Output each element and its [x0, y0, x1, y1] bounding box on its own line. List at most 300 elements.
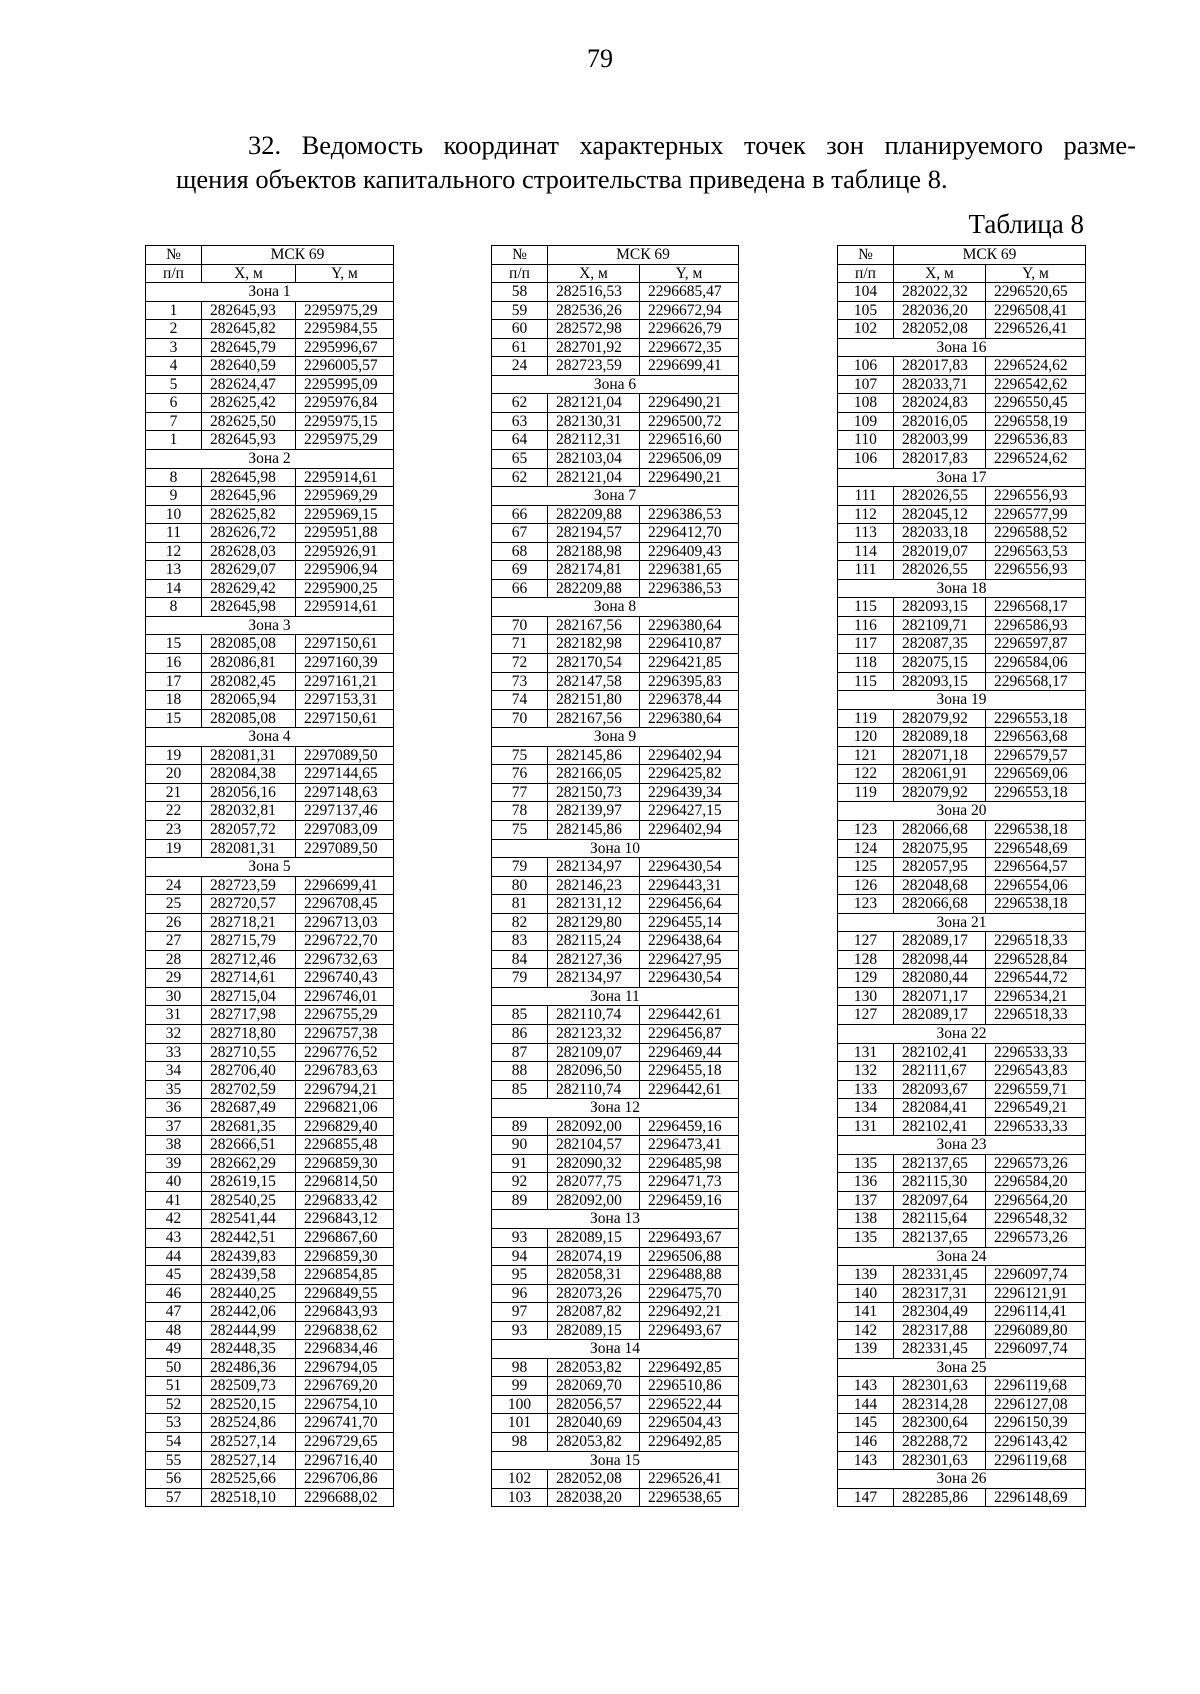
x-coordinate-cell: 282304,49 [894, 1303, 986, 1322]
point-number-cell: 73 [492, 672, 548, 691]
y-coordinate-cell: 2296688,02 [296, 1488, 394, 1507]
zone-header-row [838, 468, 1086, 487]
y-coordinate-cell: 2296150,39 [986, 1414, 1086, 1433]
x-coordinate-cell: 282024,83 [894, 394, 986, 413]
y-coordinate-cell: 2296522,44 [640, 1395, 739, 1414]
point-number-cell: 117 [838, 635, 894, 654]
point-number-cell: 115 [838, 598, 894, 617]
y-coordinate-cell: 2296754,10 [296, 1395, 394, 1414]
table-header-row [838, 246, 1086, 265]
x-coordinate-cell: 282629,42 [202, 579, 296, 598]
table-row [146, 579, 394, 598]
y-coordinate-cell: 2296114,41 [986, 1303, 1086, 1322]
x-coordinate-cell: 282525,66 [202, 1470, 296, 1489]
y-coordinate-cell: 2296492,21 [640, 1303, 739, 1322]
y-coordinate-cell: 2296755,29 [296, 1006, 394, 1025]
table-row [146, 913, 394, 932]
x-coordinate-cell: 282442,06 [202, 1303, 296, 1322]
table-row [146, 654, 394, 673]
y-coordinate-cell: 2296488,88 [640, 1266, 739, 1285]
x-coordinate-cell: 282090,32 [548, 1154, 640, 1173]
table-row [838, 1451, 1086, 1470]
table-row [492, 1136, 739, 1155]
table-row [146, 839, 394, 858]
point-number-cell: 51 [146, 1377, 202, 1396]
x-coordinate-cell: 282109,71 [894, 616, 986, 635]
y-coordinate-cell: 2296672,94 [640, 301, 739, 320]
table-row [146, 431, 394, 450]
y-coordinate-cell: 2296402,94 [640, 746, 739, 765]
x-coordinate-cell: 282288,72 [894, 1433, 986, 1452]
zone-label: Зона 20 [838, 802, 1086, 821]
x-coordinate-cell: 282066,68 [894, 895, 986, 914]
y-coordinate-cell: 2296867,60 [296, 1228, 394, 1247]
point-number-cell: 103 [492, 1488, 548, 1507]
point-number-cell: 54 [146, 1433, 202, 1452]
point-number-cell: 98 [492, 1358, 548, 1377]
y-coordinate-cell: 2296430,54 [640, 858, 739, 877]
x-coordinate-cell: 282717,98 [202, 1006, 296, 1025]
x-coordinate-cell: 282444,99 [202, 1321, 296, 1340]
y-coordinate-cell: 2296538,18 [986, 895, 1086, 914]
point-number-cell: 129 [838, 969, 894, 988]
zone-header-row [492, 598, 739, 617]
table-row [492, 913, 739, 932]
page-number: 79 [587, 44, 613, 73]
table-row [146, 561, 394, 580]
table-row [492, 783, 739, 802]
zone-header-row [838, 579, 1086, 598]
zone-label: Зона 2 [146, 450, 394, 469]
x-coordinate-cell: 282085,08 [202, 709, 296, 728]
y-coordinate-cell: 2296455,14 [640, 913, 739, 932]
zone-label: Зона 4 [146, 728, 394, 747]
table-row [838, 783, 1086, 802]
x-coordinate-cell: 282662,29 [202, 1154, 296, 1173]
point-number-cell: 91 [492, 1154, 548, 1173]
x-coordinate-cell: 282121,04 [548, 468, 640, 487]
y-coordinate-cell: 2296716,40 [296, 1451, 394, 1470]
table-row [492, 431, 739, 450]
table-row [838, 654, 1086, 673]
x-coordinate-cell: 282301,63 [894, 1377, 986, 1396]
table-row [146, 394, 394, 413]
point-number-cell: 145 [838, 1414, 894, 1433]
point-number-cell: 19 [146, 839, 202, 858]
x-coordinate-cell: 282033,18 [894, 524, 986, 543]
y-coordinate-cell: 2296548,69 [986, 839, 1086, 858]
x-coordinate-cell: 282645,98 [202, 468, 296, 487]
x-coordinate-cell: 282718,80 [202, 1024, 296, 1043]
point-number-cell: 62 [492, 394, 548, 413]
coordinates-table-2 [491, 245, 739, 1507]
y-coordinate-cell: 2296568,17 [986, 672, 1086, 691]
point-number-cell: 136 [838, 1173, 894, 1192]
point-number-cell: 131 [838, 1117, 894, 1136]
table-row [838, 820, 1086, 839]
x-coordinate-cell: 282026,55 [894, 561, 986, 580]
table-row [492, 654, 739, 673]
table-row [146, 301, 394, 320]
y-coordinate-cell: 2296672,35 [640, 338, 739, 357]
x-coordinate-cell: 282087,82 [548, 1303, 640, 1322]
y-coordinate-cell: 2296588,52 [986, 524, 1086, 543]
x-coordinate-cell: 282134,97 [548, 969, 640, 988]
point-number-cell: 109 [838, 412, 894, 431]
point-number-cell: 62 [492, 468, 548, 487]
x-coordinate-cell: 282017,83 [894, 450, 986, 469]
table-row [838, 301, 1086, 320]
x-coordinate-cell: 282121,04 [548, 394, 640, 413]
table-row [838, 450, 1086, 469]
y-coordinate-cell: 2296708,45 [296, 895, 394, 914]
y-coordinate-cell: 2295975,29 [296, 431, 394, 450]
table-row [492, 1470, 739, 1489]
table-row [492, 691, 739, 710]
point-number-cell: 126 [838, 876, 894, 895]
point-number-cell: 99 [492, 1377, 548, 1396]
table-row [838, 598, 1086, 617]
y-coordinate-cell: 2296854,85 [296, 1266, 394, 1285]
y-coordinate-cell: 2296573,26 [986, 1154, 1086, 1173]
x-coordinate-cell: 282442,51 [202, 1228, 296, 1247]
point-number-cell: 31 [146, 1006, 202, 1025]
point-number-cell: 11 [146, 524, 202, 543]
x-coordinate-cell: 282084,41 [894, 1099, 986, 1118]
table-row [146, 1470, 394, 1489]
table-row [146, 1080, 394, 1099]
table-row [492, 1062, 739, 1081]
table-row [838, 728, 1086, 747]
header-system: МСК 69 [894, 246, 1086, 265]
point-number-cell: 140 [838, 1284, 894, 1303]
y-coordinate-cell: 2296456,64 [640, 895, 739, 914]
y-coordinate-cell: 2297161,21 [296, 672, 394, 691]
x-coordinate-cell: 282058,31 [548, 1266, 640, 1285]
table-row [838, 635, 1086, 654]
point-number-cell: 120 [838, 728, 894, 747]
y-coordinate-cell: 2296430,54 [640, 969, 739, 988]
y-coordinate-cell: 2296492,85 [640, 1358, 739, 1377]
y-coordinate-cell: 2297148,63 [296, 783, 394, 802]
table-row [492, 895, 739, 914]
header-num: № [146, 246, 202, 265]
table-row [838, 858, 1086, 877]
y-coordinate-cell: 2296699,41 [640, 357, 739, 376]
x-coordinate-cell: 282022,32 [894, 283, 986, 302]
x-coordinate-cell: 282167,56 [548, 709, 640, 728]
x-coordinate-cell: 282518,10 [202, 1488, 296, 1507]
zone-label: Зона 6 [492, 375, 739, 394]
y-coordinate-cell: 2296713,03 [296, 913, 394, 932]
zone-label: Зона 19 [838, 691, 1086, 710]
zone-label: Зона 9 [492, 728, 739, 747]
y-coordinate-cell: 2296469,44 [640, 1043, 739, 1062]
x-coordinate-cell: 282061,91 [894, 765, 986, 784]
y-coordinate-cell: 2295900,25 [296, 579, 394, 598]
y-coordinate-cell: 2296559,71 [986, 1080, 1086, 1099]
x-coordinate-cell: 282112,31 [548, 431, 640, 450]
y-coordinate-cell: 2296127,08 [986, 1395, 1086, 1414]
x-coordinate-cell: 282056,57 [548, 1395, 640, 1414]
point-number-cell: 33 [146, 1043, 202, 1062]
table-row [492, 709, 739, 728]
y-coordinate-cell: 2296005,57 [296, 357, 394, 376]
y-coordinate-cell: 2296442,61 [640, 1006, 739, 1025]
y-coordinate-cell: 2296490,21 [640, 394, 739, 413]
table-row [492, 802, 739, 821]
table-row [838, 1414, 1086, 1433]
table-row [492, 950, 739, 969]
point-number-cell: 128 [838, 950, 894, 969]
point-number-cell: 1 [146, 431, 202, 450]
point-number-cell: 116 [838, 616, 894, 635]
y-coordinate-cell: 2296556,93 [986, 561, 1086, 580]
point-number-cell: 123 [838, 820, 894, 839]
point-number-cell: 30 [146, 987, 202, 1006]
header-num-sub: п/п [838, 264, 894, 283]
point-number-cell: 39 [146, 1154, 202, 1173]
point-number-cell: 3 [146, 338, 202, 357]
point-number-cell: 87 [492, 1043, 548, 1062]
x-coordinate-cell: 282081,31 [202, 746, 296, 765]
point-number-cell: 9 [146, 487, 202, 506]
table-row [146, 1117, 394, 1136]
table-row [492, 320, 739, 339]
y-coordinate-cell: 2296412,70 [640, 524, 739, 543]
y-coordinate-cell: 2296089,80 [986, 1321, 1086, 1340]
y-coordinate-cell: 2296584,06 [986, 654, 1086, 673]
point-number-cell: 8 [146, 468, 202, 487]
table-row [492, 450, 739, 469]
point-number-cell: 59 [492, 301, 548, 320]
point-number-cell: 110 [838, 431, 894, 450]
y-coordinate-cell: 2296409,43 [640, 542, 739, 561]
y-coordinate-cell: 2296459,16 [640, 1117, 739, 1136]
zone-header-row [146, 728, 394, 747]
point-number-cell: 10 [146, 505, 202, 524]
x-coordinate-cell: 282053,82 [548, 1433, 640, 1452]
table-row [492, 1043, 739, 1062]
x-coordinate-cell: 282098,44 [894, 950, 986, 969]
y-coordinate-cell: 2296410,87 [640, 635, 739, 654]
point-number-cell: 17 [146, 672, 202, 691]
x-coordinate-cell: 282069,70 [548, 1377, 640, 1396]
y-coordinate-cell: 2296380,64 [640, 709, 739, 728]
y-coordinate-cell: 2296722,70 [296, 932, 394, 951]
table-row [146, 950, 394, 969]
table-row [838, 709, 1086, 728]
x-coordinate-cell: 282084,38 [202, 765, 296, 784]
x-coordinate-cell: 282715,79 [202, 932, 296, 951]
table-row [838, 1321, 1086, 1340]
x-coordinate-cell: 282093,67 [894, 1080, 986, 1099]
y-coordinate-cell: 2296685,47 [640, 283, 739, 302]
y-coordinate-cell: 2296518,33 [986, 1006, 1086, 1025]
point-number-cell: 42 [146, 1210, 202, 1229]
x-coordinate-cell: 282139,97 [548, 802, 640, 821]
table-row [146, 320, 394, 339]
x-coordinate-cell: 282096,50 [548, 1062, 640, 1081]
table-row [492, 820, 739, 839]
x-coordinate-cell: 282057,95 [894, 858, 986, 877]
y-coordinate-cell: 2296097,74 [986, 1340, 1086, 1359]
x-coordinate-cell: 282097,64 [894, 1191, 986, 1210]
y-coordinate-cell: 2296746,01 [296, 987, 394, 1006]
zone-label: Зона 23 [838, 1136, 1086, 1155]
x-coordinate-cell: 282520,15 [202, 1395, 296, 1414]
y-coordinate-cell: 2296564,20 [986, 1191, 1086, 1210]
y-coordinate-cell: 2296740,43 [296, 969, 394, 988]
x-coordinate-cell: 282109,07 [548, 1043, 640, 1062]
zone-label: Зона 22 [838, 1024, 1086, 1043]
x-coordinate-cell: 282071,18 [894, 746, 986, 765]
point-number-cell: 70 [492, 616, 548, 635]
x-coordinate-cell: 282167,56 [548, 616, 640, 635]
y-coordinate-cell: 2295976,84 [296, 394, 394, 413]
table-row [492, 1395, 739, 1414]
table-row [492, 1284, 739, 1303]
y-coordinate-cell: 2296568,17 [986, 598, 1086, 617]
point-number-cell: 68 [492, 542, 548, 561]
header-num: № [492, 246, 548, 265]
y-coordinate-cell: 2296699,41 [296, 876, 394, 895]
point-number-cell: 34 [146, 1062, 202, 1081]
point-number-cell: 37 [146, 1117, 202, 1136]
table-row [146, 1321, 394, 1340]
table-row [146, 412, 394, 431]
zone-label: Зона 14 [492, 1340, 739, 1359]
point-number-cell: 19 [146, 746, 202, 765]
point-number-cell: 20 [146, 765, 202, 784]
y-coordinate-cell: 2296475,70 [640, 1284, 739, 1303]
x-coordinate-cell: 282089,17 [894, 1006, 986, 1025]
y-coordinate-cell: 2296402,94 [640, 820, 739, 839]
zone-label: Зона 7 [492, 487, 739, 506]
y-coordinate-cell: 2296528,84 [986, 950, 1086, 969]
zone-label: Зона 10 [492, 839, 739, 858]
table-row [838, 950, 1086, 969]
table-row [838, 1062, 1086, 1081]
point-number-cell: 102 [492, 1470, 548, 1489]
table-row [146, 1228, 394, 1247]
point-number-cell: 93 [492, 1321, 548, 1340]
x-coordinate-cell: 282440,25 [202, 1284, 296, 1303]
y-coordinate-cell: 2296455,18 [640, 1062, 739, 1081]
y-coordinate-cell: 2296119,68 [986, 1451, 1086, 1470]
y-coordinate-cell: 2296833,42 [296, 1191, 394, 1210]
y-coordinate-cell: 2296776,52 [296, 1043, 394, 1062]
point-number-cell: 25 [146, 895, 202, 914]
table-row [492, 1414, 739, 1433]
table-row [492, 1173, 739, 1192]
point-number-cell: 139 [838, 1340, 894, 1359]
x-coordinate-cell: 282147,58 [548, 672, 640, 691]
zone-label: Зона 13 [492, 1210, 739, 1229]
table-row [838, 932, 1086, 951]
x-coordinate-cell: 282026,55 [894, 487, 986, 506]
table-row [146, 1414, 394, 1433]
table-row [838, 1433, 1086, 1452]
x-coordinate-cell: 282071,17 [894, 987, 986, 1006]
point-number-cell: 29 [146, 969, 202, 988]
x-coordinate-cell: 282150,73 [548, 783, 640, 802]
zone-header-row [838, 1136, 1086, 1155]
y-coordinate-cell: 2296859,30 [296, 1154, 394, 1173]
point-number-cell: 63 [492, 412, 548, 431]
x-coordinate-cell: 282645,98 [202, 598, 296, 617]
point-number-cell: 121 [838, 746, 894, 765]
point-number-cell: 21 [146, 783, 202, 802]
y-coordinate-cell: 2296395,83 [640, 672, 739, 691]
point-number-cell: 98 [492, 1433, 548, 1452]
table-row [492, 1358, 739, 1377]
y-coordinate-cell: 2296473,41 [640, 1136, 739, 1155]
table-row [838, 1303, 1086, 1322]
y-coordinate-cell: 2296538,65 [640, 1488, 739, 1507]
y-coordinate-cell: 2297160,39 [296, 654, 394, 673]
x-coordinate-cell: 282151,80 [548, 691, 640, 710]
point-number-cell: 26 [146, 913, 202, 932]
point-number-cell: 119 [838, 783, 894, 802]
table-row [146, 932, 394, 951]
table-row [146, 338, 394, 357]
x-coordinate-cell: 282516,53 [548, 283, 640, 302]
x-coordinate-cell: 282123,32 [548, 1024, 640, 1043]
x-coordinate-cell: 282723,59 [548, 357, 640, 376]
x-coordinate-cell: 282718,21 [202, 913, 296, 932]
point-number-cell: 137 [838, 1191, 894, 1210]
y-coordinate-cell: 2296769,20 [296, 1377, 394, 1396]
point-number-cell: 49 [146, 1340, 202, 1359]
x-coordinate-cell: 282645,79 [202, 338, 296, 357]
point-number-cell: 12 [146, 542, 202, 561]
y-coordinate-cell: 2296706,86 [296, 1470, 394, 1489]
x-coordinate-cell: 282536,26 [548, 301, 640, 320]
x-coordinate-cell: 282075,95 [894, 839, 986, 858]
point-number-cell: 60 [492, 320, 548, 339]
zone-header-row [492, 1451, 739, 1470]
table-row [838, 1488, 1086, 1507]
y-coordinate-cell: 2296443,31 [640, 876, 739, 895]
table-row [492, 468, 739, 487]
y-coordinate-cell: 2296459,16 [640, 1191, 739, 1210]
table-row [838, 1210, 1086, 1229]
table-row [146, 357, 394, 376]
zone-header-row [492, 487, 739, 506]
x-coordinate-cell: 282089,18 [894, 728, 986, 747]
x-coordinate-cell: 282188,98 [548, 542, 640, 561]
x-coordinate-cell: 282080,44 [894, 969, 986, 988]
x-coordinate-cell: 282681,35 [202, 1117, 296, 1136]
table-row [838, 1006, 1086, 1025]
point-number-cell: 74 [492, 691, 548, 710]
point-number-cell: 138 [838, 1210, 894, 1229]
point-number-cell: 79 [492, 858, 548, 877]
point-number-cell: 85 [492, 1006, 548, 1025]
y-coordinate-cell: 2296783,63 [296, 1062, 394, 1081]
x-coordinate-cell: 282439,83 [202, 1247, 296, 1266]
y-coordinate-cell: 2296553,18 [986, 783, 1086, 802]
table-row [838, 561, 1086, 580]
x-coordinate-cell: 282714,61 [202, 969, 296, 988]
table-row [146, 746, 394, 765]
table-row [146, 1210, 394, 1229]
zone-header-row [838, 1470, 1086, 1489]
y-coordinate-cell: 2296573,26 [986, 1228, 1086, 1247]
y-coordinate-cell: 2296542,62 [986, 375, 1086, 394]
table-row [146, 1006, 394, 1025]
